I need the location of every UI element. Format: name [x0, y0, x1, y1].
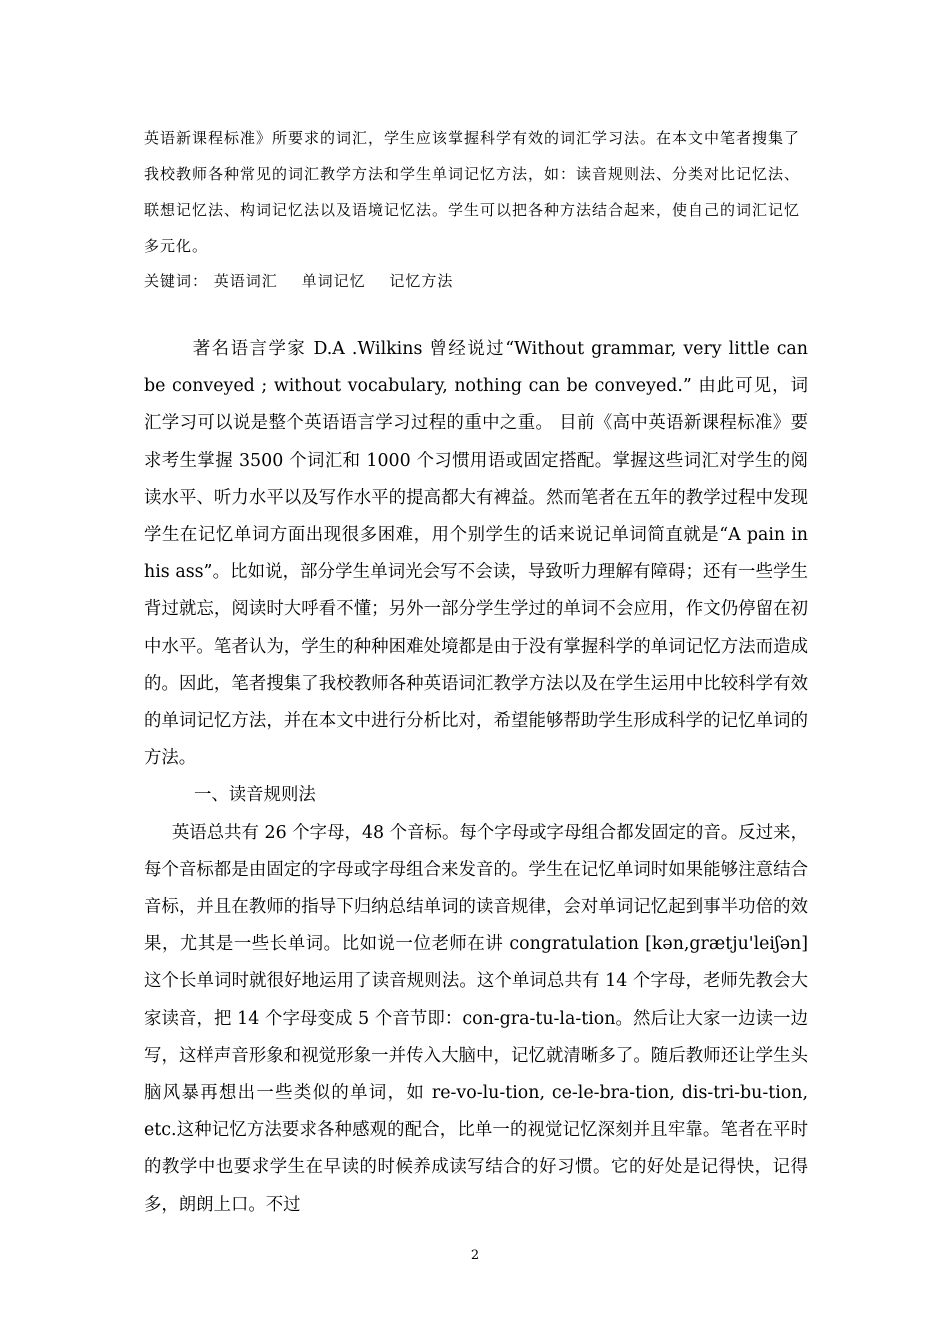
body-paragraph: 著名语言学家 D.A .Wilkins 曾经说过“Without grammar, very little can be conveyed ; without vocabulary, nothing can be conveyed.” 由此可见，词汇学习可以说是整个英语语言学习过程的重中之重。 目前《高中英语新课程标准》要求考生掌握 3500 个词汇和 1000 个习惯用语或固定搭配。掌握这些词汇对学生的阅读水平、听力水平以及写作水平的提高都大有裨益。然而笔者在五年的教学过程中发现学生在记忆单词方面出现很多困难，用个别学生的话来说记单词简直就是“A pain in his ass”。比如说，部分学生单词光会写不会读，导致听力理解有障碍；还有一些学生背过就忘，阅读时大呼看不懂；另外一部分学生学过的单词不会应用，作文仍停留在初中水平。笔者认为，学生的种种困难处境都是由于没有掌握科学的单词记忆方法而造成的。因此，笔者搜集了我校教师各种英语词汇教学方法以及在学生运用中比较科学有效的单词记忆方法，并在本文中进行分析比对，希望能够帮助学生形成科学的记忆单词的方法。: [144, 339, 808, 769]
section-heading: 一、读音规则法: [194, 785, 316, 806]
body-paragraph: 英语总共有 26 个字母，48 个音标。每个字母或字母组合都发固定的音。反过来，每个音标都是由固定的字母或字母组合来发音的。学生在记忆单词时如果能够注意结合音标，并且在教师的指导下归纳总结单词的读音规律，会对单词记忆起到事半功倍的效果，尤其是一些长单词。比如说一位老师在讲 congratulation [kən,grætju'leiʃən] 这个长单词时就很好地运用了读音规则法。这个单词总共有 14 个字母，老师先教会大家读音，把 14 个字母变成 5 个音节即：con-gra-tu-la-tion。然后让大家一边读一边写，这样声音形象和视觉形象一并传入大脑中，记忆就清晰多了。随后教师还让学生头脑风暴再想出一些类似的单词，如 re-vo-lu-tion, ce-le-bra-tion, dis-tri-bu-tion, etc.这种记忆方法要求各种感观的配合，比单一的视觉记忆深刻并且牢靠。笔者在平时的教学中也要求学生在早读的时候养成读写结合的好习惯。它的好处是记得快，记得多，朗朗上口。不过: [144, 822, 808, 1215]
keywords-label: 关键词：: [144, 272, 209, 290]
body-text: [144, 331, 808, 1224]
keyword-item: 英语词汇: [213, 272, 278, 290]
abstract-text: 英语新课程标准》所要求的词汇，学生应该掌握科学有效的词汇学习法。在本文中笔者搜集了我校教师各种常见的词汇教学方法和学生单词记忆方法，如：读音规则法、分类对比记忆法、联想记忆法、构词记忆法以及语境记忆法。学生可以把各种方法结合起来，使自己的词汇记忆多元化。: [144, 129, 801, 255]
page-number: 2: [470, 1248, 480, 1263]
keyword-item: 记忆方法: [389, 272, 454, 290]
keyword-item: 单词记忆: [301, 272, 366, 290]
keywords-line: [144, 266, 808, 296]
